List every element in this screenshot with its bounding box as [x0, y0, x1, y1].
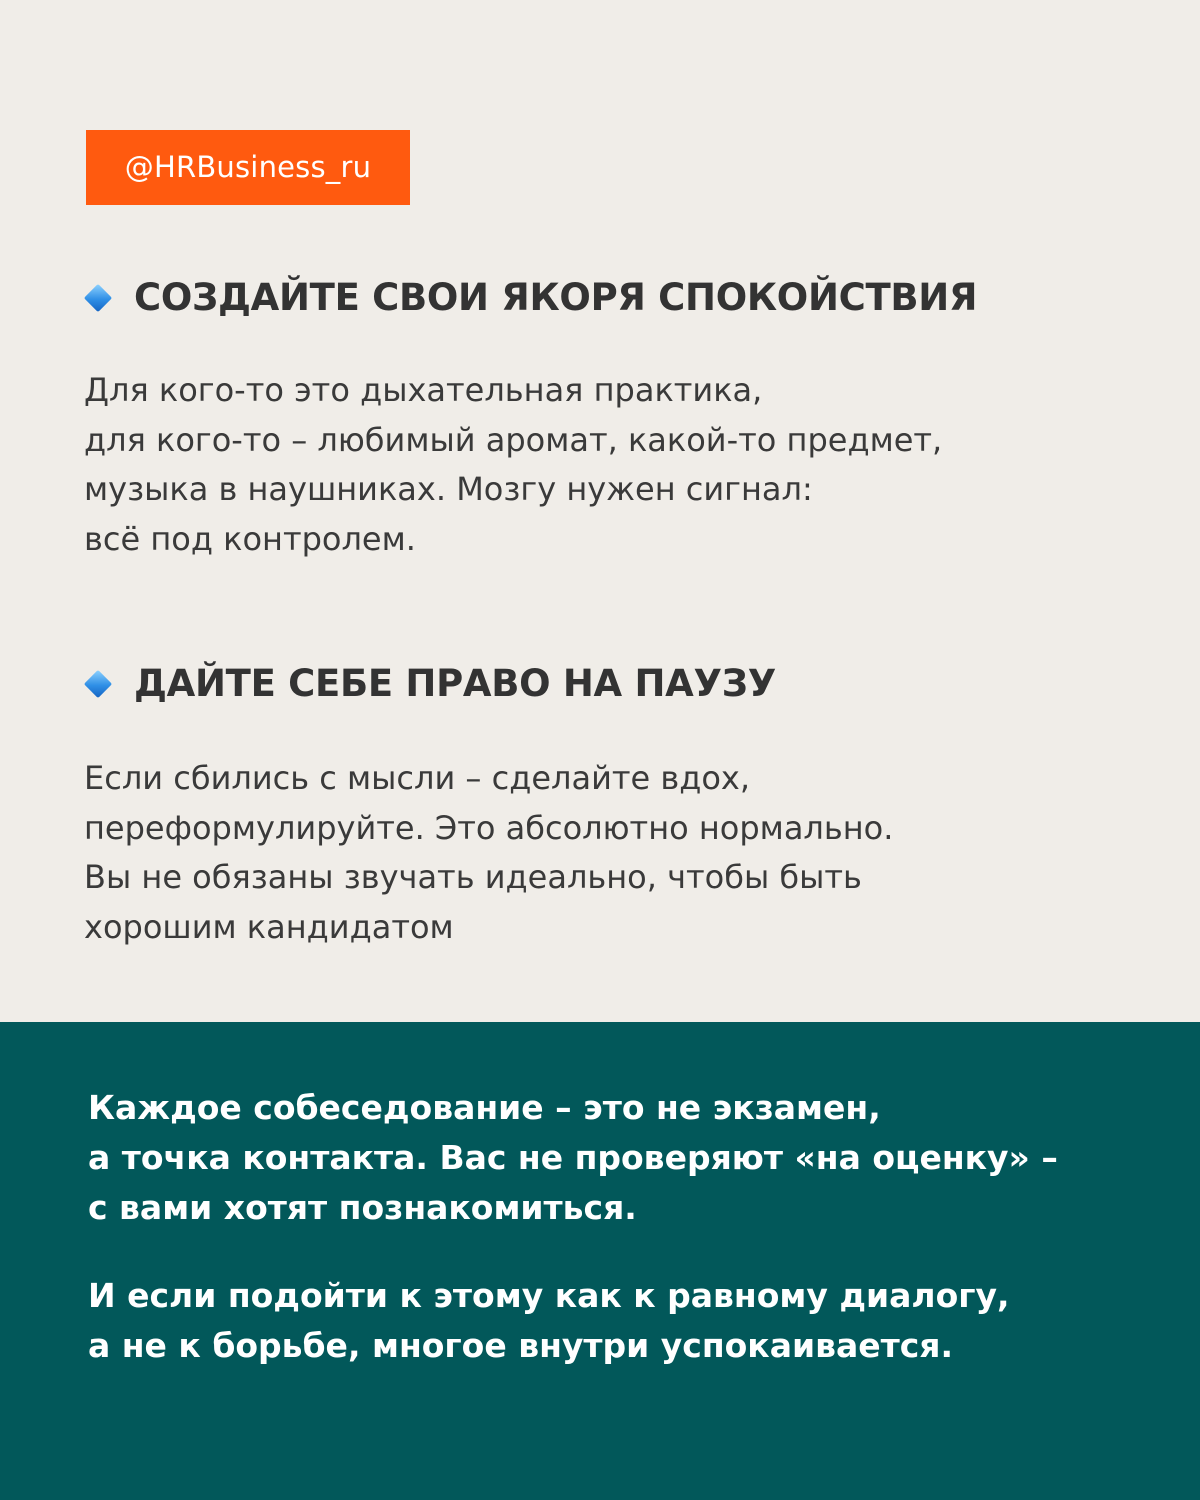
section-heading-text: СОЗДАЙТЕ СВОИ ЯКОРЯ СПОКОЙСТВИЯ	[134, 276, 978, 319]
paragraph-line: Вы не обязаны звучать идеально, чтобы быть	[84, 858, 862, 896]
paragraph-line: Для кого-то это дыхательная практика,	[84, 371, 763, 409]
paragraph-line: хорошим кандидатом	[84, 907, 454, 946]
account-tag: @HRBusiness_ru	[86, 130, 410, 205]
section-heading-text: ДАЙТЕ СЕБЕ ПРАВО НА ПАУЗУ	[134, 662, 776, 705]
section-paragraph-calm-anchors	[84, 366, 1124, 564]
footer-line: с вами хотят познакомиться.	[88, 1188, 637, 1227]
paragraph-line: для кого-то – любимый аромат, какой-то предмет,	[84, 420, 943, 459]
paragraph-line: Если сбились с мысли – сделайте вдох,	[84, 759, 751, 797]
blue-diamond-icon	[84, 283, 112, 311]
footer-line: Каждое собеседование – это не экзамен,	[88, 1088, 881, 1127]
footer-paragraph	[88, 1083, 1148, 1233]
paragraph-line: всё под контролем.	[84, 519, 416, 558]
footer-panel	[0, 1022, 1200, 1500]
footer-line: И если подойти к этому как к равному диалогу,	[88, 1276, 1010, 1315]
footer-line: а не к борьбе, многое внутри успокаивается.	[88, 1326, 954, 1365]
paragraph-line: музыка в наушниках. Мозгу нужен сигнал:	[84, 470, 813, 508]
section-heading-pause	[88, 662, 776, 705]
footer-line: а точка контакта. Вас не проверяют «на оценку» –	[88, 1138, 1058, 1177]
section-paragraph-pause	[84, 754, 1124, 952]
footer-paragraph	[88, 1271, 1148, 1371]
section-heading-calm-anchors	[88, 276, 977, 319]
paragraph-line: переформулируйте. Это абсолютно нормально.	[84, 808, 894, 847]
blue-diamond-icon	[84, 669, 112, 697]
